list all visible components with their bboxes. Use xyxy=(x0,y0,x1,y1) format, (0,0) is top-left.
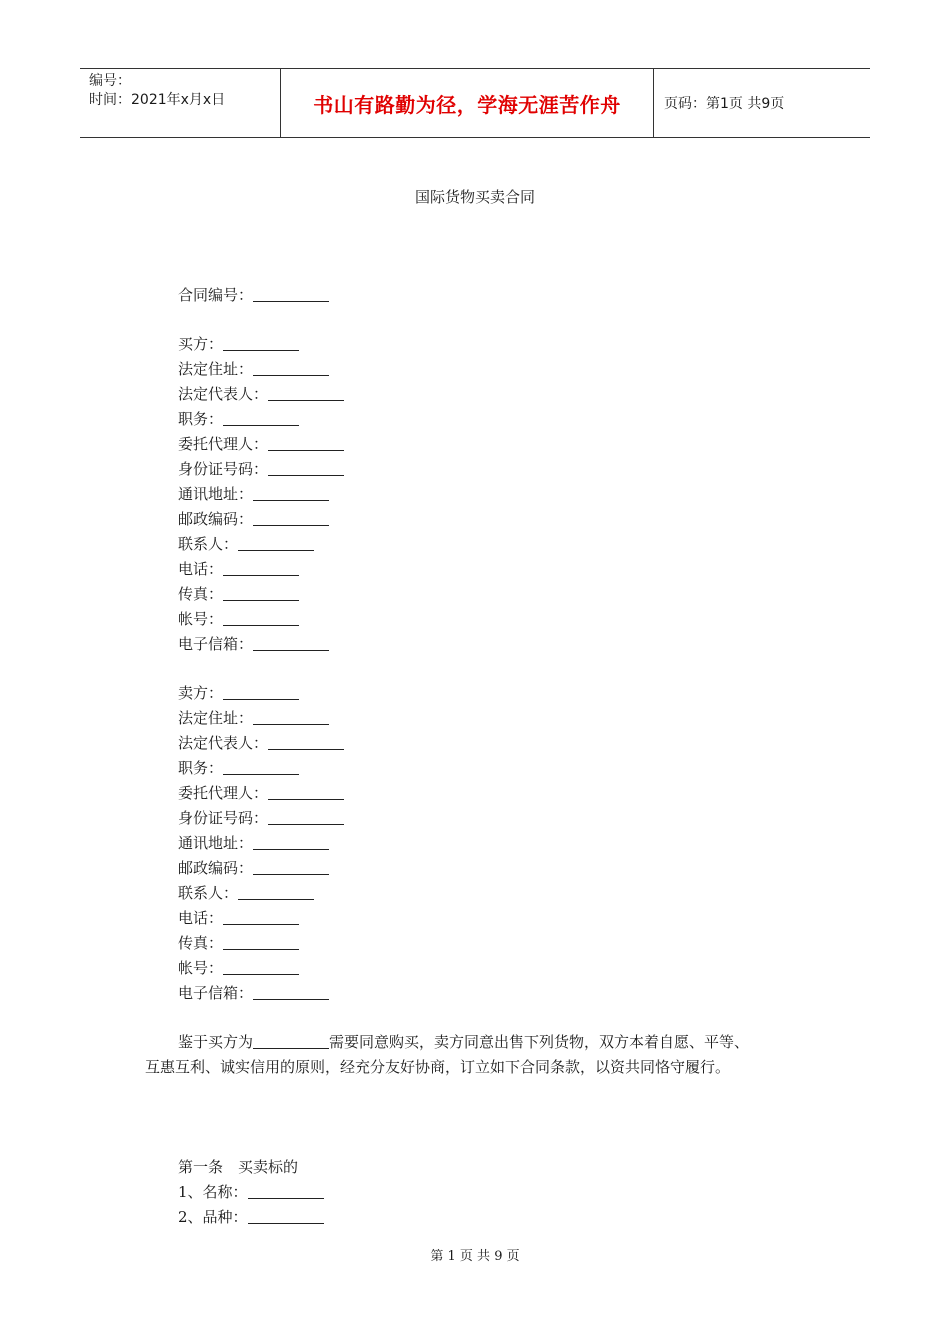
fill-blank xyxy=(223,958,299,975)
fill-blank xyxy=(223,559,299,576)
fill-blank xyxy=(223,409,299,426)
fill-blank xyxy=(253,858,329,875)
fill-blank xyxy=(253,634,329,651)
fill-blank xyxy=(223,933,299,950)
fill-blank xyxy=(223,584,299,601)
field-label: 电话： xyxy=(178,909,224,927)
field-label: 传真： xyxy=(178,585,224,603)
article-item xyxy=(178,1205,324,1230)
buyer-field xyxy=(178,557,299,582)
buyer-field xyxy=(178,432,344,457)
fill-blank xyxy=(268,459,344,476)
fill-blank xyxy=(253,285,329,302)
fill-blank xyxy=(268,384,344,401)
fill-blank xyxy=(248,1207,324,1224)
page-footer: 第 1 页 共 9 页 xyxy=(430,1249,520,1264)
number-label: 编号： xyxy=(89,73,131,89)
field-label: 身份证号码： xyxy=(178,460,269,478)
seller-field xyxy=(178,731,344,756)
field-label: 法定代表人： xyxy=(178,385,269,403)
field-label: 身份证号码： xyxy=(178,809,269,827)
field-label: 电话： xyxy=(178,560,224,578)
seller-field xyxy=(178,781,344,806)
seller-field xyxy=(178,756,299,781)
fill-blank xyxy=(253,833,329,850)
document-title: 国际货物买卖合同 xyxy=(414,188,535,206)
field-label: 职务： xyxy=(178,759,224,777)
fill-blank xyxy=(253,983,329,1000)
header-meta-cell xyxy=(80,69,281,137)
buyer-field xyxy=(178,632,329,657)
buyer-field xyxy=(178,457,344,482)
field-label: 电子信箱： xyxy=(178,635,254,653)
field-label: 帐号： xyxy=(178,959,224,977)
preamble-line-2: 互惠互利、诚实信用的原则，经充分友好协商，订立如下合同条款，以资共同恪守履行。 xyxy=(145,1058,731,1076)
time-label: 时间：2021年x月x日 xyxy=(89,92,226,108)
buyer-field xyxy=(178,357,329,382)
seller-field xyxy=(178,681,299,706)
fill-blank xyxy=(268,733,344,750)
header-page-cell xyxy=(654,69,870,137)
fill-blank xyxy=(253,509,329,526)
field-label: 职务： xyxy=(178,410,224,428)
seller-field xyxy=(178,706,329,731)
seller-field xyxy=(178,881,314,906)
field-label: 委托代理人： xyxy=(178,435,269,453)
buyer-field xyxy=(178,332,299,357)
field-label: 买方： xyxy=(178,335,224,353)
field-label: 电子信箱： xyxy=(178,984,254,1002)
fill-blank xyxy=(223,683,299,700)
seller-field xyxy=(178,981,329,1006)
fill-blank xyxy=(253,1032,329,1049)
buyer-field xyxy=(178,507,329,532)
preamble-line-1 xyxy=(145,1030,805,1055)
fill-blank xyxy=(238,534,314,551)
field-label: 联系人： xyxy=(178,884,239,902)
field-label: 法定代表人： xyxy=(178,734,269,752)
page-info: 页码：第1页 共9页 xyxy=(664,96,785,112)
header-motto-cell xyxy=(281,69,654,137)
fill-blank xyxy=(223,609,299,626)
fill-blank xyxy=(238,883,314,900)
contract-number-line xyxy=(178,283,329,308)
field-label: 通讯地址： xyxy=(178,485,254,503)
field-label: 卖方： xyxy=(178,684,224,702)
seller-field xyxy=(178,856,329,881)
field-label: 法定住址： xyxy=(178,360,254,378)
preamble-text: 需要同意购买，卖方同意出售下列货物，双方本着自愿、平等、 xyxy=(329,1033,750,1051)
buyer-field xyxy=(178,407,299,432)
article-item xyxy=(178,1180,324,1205)
fill-blank xyxy=(253,484,329,501)
buyer-field xyxy=(178,607,299,632)
preamble-paragraph xyxy=(145,1030,805,1080)
fill-blank xyxy=(253,359,329,376)
preamble-text: 鉴于买方为 xyxy=(178,1033,254,1051)
field-label: 邮政编码： xyxy=(178,859,254,877)
seller-field xyxy=(178,906,299,931)
item-label: 2、品种： xyxy=(178,1208,248,1226)
article-heading: 第一条 买卖标的 xyxy=(178,1158,299,1176)
fill-blank xyxy=(268,434,344,451)
fill-blank xyxy=(223,908,299,925)
fill-blank xyxy=(248,1182,324,1199)
fill-blank xyxy=(268,808,344,825)
seller-field xyxy=(178,831,329,856)
field-label: 联系人： xyxy=(178,535,239,553)
contract-number-label: 合同编号： xyxy=(178,286,254,304)
fill-blank xyxy=(268,783,344,800)
field-label: 传真： xyxy=(178,934,224,952)
field-label: 委托代理人： xyxy=(178,784,269,802)
buyer-field xyxy=(178,582,299,607)
header-table xyxy=(80,68,870,138)
field-label: 通讯地址： xyxy=(178,834,254,852)
field-label: 帐号： xyxy=(178,610,224,628)
buyer-field xyxy=(178,382,344,407)
field-label: 邮政编码： xyxy=(178,510,254,528)
seller-field xyxy=(178,806,344,831)
fill-blank xyxy=(223,334,299,351)
field-label: 法定住址： xyxy=(178,709,254,727)
item-label: 1、名称： xyxy=(178,1183,248,1201)
fill-blank xyxy=(223,758,299,775)
motto-text: 书山有路勤为径，学海无涯苦作舟 xyxy=(313,92,621,117)
buyer-field xyxy=(178,482,329,507)
buyer-field xyxy=(178,532,314,557)
seller-field xyxy=(178,931,299,956)
seller-field xyxy=(178,956,299,981)
fill-blank xyxy=(253,708,329,725)
